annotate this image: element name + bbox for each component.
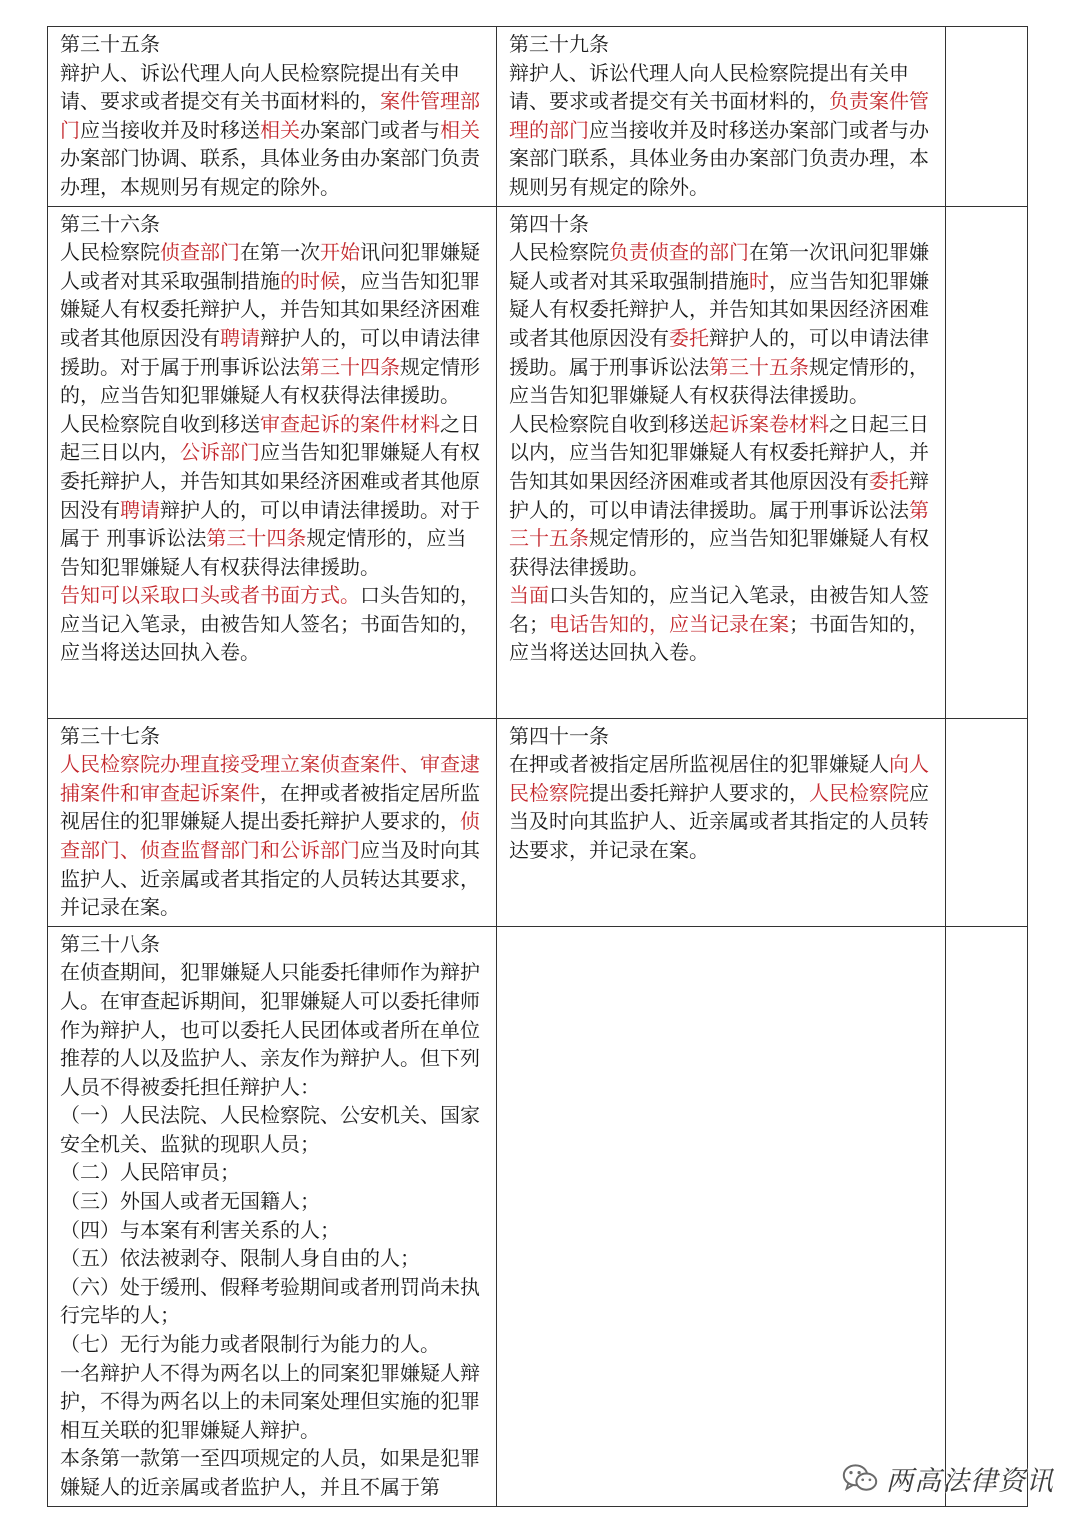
changed-text: 的时候 [280,268,340,293]
text-run: 应当接收并及时移送 [80,117,260,142]
text-run: 规定情形的，应当告知犯罪嫌疑人有权获得法律援助。 [60,354,480,408]
article-heading: 第三十七条 [60,723,160,748]
article-paragraph [60,1187,486,1216]
text-run: 规定情形的，应当告知犯罪嫌疑人有权获得法律援助。 [60,526,467,579]
text-run: （四）与本案有利害关系的人； [60,1217,340,1242]
article-paragraph [60,1244,486,1273]
text-run: 人民检察院自收到移送 [60,411,260,436]
article-paragraph [60,238,486,410]
changed-text: 人民检察院 [809,780,909,805]
text-run: 之日起三日以内， [60,411,480,465]
text-run: 人民检察院 [60,240,160,265]
text-run: 本条第一款第一至四项规定的人员，如果是犯罪嫌疑人的近亲属或者监护人，并且不属于第 [60,1446,480,1499]
text-run: 之日起三日以内，应当告知犯罪嫌疑人有权委托辩护人，并告知其如果因经济困难或者其他原因没有 [509,411,929,493]
text-run: （三）外国人或者无国籍人； [60,1189,320,1214]
changed-text: 第三十五条 [509,497,929,551]
changed-text: 负责案件管理的部门 [509,89,929,142]
wechat-icon [842,1462,878,1494]
changed-text: 电话告知的，应当记录在案 [549,611,789,636]
changed-text: 侦查部门 [160,240,240,265]
comparison-table [47,26,1028,1507]
text-run: （六）处于缓刑、假释考验期间或者刑罚尚未执行完毕的人； [60,1274,480,1328]
article-heading: 第四十条 [509,211,589,236]
article-paragraph [509,750,935,864]
article-paragraph [60,958,486,1101]
text-run: 规定情形的，应当告知犯罪嫌疑人有权获得法律援助。 [509,354,929,408]
article-paragraph [60,59,486,202]
text-run: ，应当告知犯罪嫌疑人有权委托辩护人，并告知其如果经济困难或者其他原因没有 [60,268,480,350]
article-heading: 第四十一条 [509,723,609,748]
changed-text: 相关 [440,117,480,142]
article-paragraph [509,59,935,202]
changed-text: 相关 [260,117,300,142]
changed-text: 侦查部门、侦查监督部门和公诉部门 [60,809,480,862]
new-article-cell [497,718,946,926]
text-run: 辩护人、诉讼代理人向人民检察院提出有关申请、要求或者提交有关书面材料的， [60,60,460,114]
changed-text: 人民检察院办理直接受理立案侦查案件、审查逮捕案件和审查起诉案件 [60,752,480,805]
old-article-cell [48,926,497,1506]
changed-text: 委托 [869,468,909,493]
article-paragraph [509,410,935,582]
text-run: 在第一次讯问犯罪嫌疑人或者对其采取强制措施 [509,240,929,293]
old-article-cell [48,27,497,207]
remark-cell [946,27,1028,207]
changed-text: 委托 [669,325,709,350]
text-run: 辩护人的，可以申请法律援助。属于刑事诉讼法 [509,468,929,522]
text-run: 办案部门或者与 [300,117,440,142]
text-run: （一）人民法院、人民检察院、公安机关、国家安全机关、监狱的现职人员； [60,1103,480,1156]
changed-text: 开始 [320,240,360,265]
remark-cell [946,718,1028,926]
table-row [48,926,1028,1506]
new-article-cell [497,27,946,207]
article-paragraph [60,1330,486,1359]
text-run: 应当及时向其监护人、近亲属或者其指定的人员转达其要求，并记录在案。 [60,837,480,920]
text-run: 规定情形的，应当告知犯罪嫌疑人有权获得法律援助。 [509,526,929,579]
watermark-text: 两高法律资讯 [886,1465,1054,1497]
remark-cell [946,926,1028,1506]
table-row [48,27,1028,207]
changed-text: 当面 [509,583,549,608]
table-row [48,206,1028,718]
text-run: 应当接收并及时移送办案部门或者与办案部门联系，具体业务由办案部门负责办理，本规则另有规定的除外。 [509,117,929,199]
changed-text: 负责侦查的部门 [609,240,749,265]
text-run: （七）无行为能力或者限制行为能力的人。 [60,1332,440,1357]
changed-text: 聘请 [120,497,160,522]
table-row [48,718,1028,926]
text-run: ，在押或者被指定居所监视居住的犯罪嫌疑人提出委托辩护人要求的， [60,780,480,834]
article-paragraph [60,1273,486,1330]
text-run: 辩护人的，可以申请法律援助。对于属于刑事诉讼法 [60,325,480,379]
changed-text: 起诉案卷材料 [709,411,829,436]
article-paragraph [60,410,486,582]
text-run: 在押或者被指定居所监视居住的犯罪嫌疑人 [509,752,889,777]
changed-text: 告知可以采取口头或者书面方式。 [60,583,360,608]
text-run: 在第一次 [240,240,320,265]
watermark [842,1448,1072,1508]
text-run: 口头告知的，应当记入笔录，由被告知人签名； [509,583,929,636]
changed-text: 向人民检察院 [509,752,929,805]
article-heading: 第三十九条 [509,32,609,56]
text-run: 辩护人、诉讼代理人向人民检察院提出有关申请、要求或者提交有关书面材料的， [509,60,909,114]
new-article-cell [497,206,946,718]
text-run: 应当及时向其监护人、近亲属或者其指定的人员转达要求，并记录在案。 [509,780,929,862]
changed-text: 第三十四条 [206,526,307,551]
changed-text: 公诉部门 [180,440,260,465]
remark-cell [946,206,1028,718]
text-run: 人民检察院 [509,240,609,265]
article-paragraph [509,238,935,410]
text-run: 辩护人的，可以申请法律援助。对于属于 刑事诉讼法 [60,497,480,551]
changed-text: 聘请 [220,325,260,350]
text-run: 一名辩护人不得为两名以上的同案犯罪嫌疑人辩护，不得为两名以上的未同案处理但实施的犯罪相互关联的犯罪嫌疑人辩护。 [60,1360,480,1442]
old-article-cell [48,718,497,926]
article-paragraph [60,1444,486,1501]
text-run: （五）依法被剥夺、限制人身自由的人； [60,1246,420,1271]
changed-text: 第三十五条 [709,354,809,379]
changed-text: 案件管理部门 [60,89,480,142]
article-paragraph [60,1158,486,1187]
article-paragraph [60,1101,486,1158]
article-heading: 第三十八条 [60,931,160,956]
article-paragraph [60,581,486,667]
article-paragraph [60,1216,486,1245]
changed-text: 时 [749,268,769,293]
text-run: 口头告知的，应当记入笔录，由被告知人签名；书面告知的，应当将送达回执入卷。 [60,583,480,665]
article-paragraph [60,1359,486,1445]
article-paragraph [509,581,935,667]
text-run: 应当告知犯罪嫌疑人有权委托辩护人，并告知其如果经济困难或者其他原因没有 [60,440,480,522]
text-run: 讯问犯罪嫌疑人或者对其采取强制措施 [60,240,480,293]
text-run: （二）人民陪审员； [60,1160,240,1185]
text-run: 办案部门协调、联系，具体业务由办案部门负责办理，本规则另有规定的除外。 [60,146,480,199]
old-article-cell [48,206,497,718]
text-run: ；书面告知的，应当将送达回执入卷。 [509,611,929,665]
text-run: 提出委托辩护人要求的， [589,780,809,805]
text-run: 在侦查期间，犯罪嫌疑人只能委托律师作为辩护人。在审查起诉期间，犯罪嫌疑人可以委托律师作为辩护人，也可以委托人民团体或者所在单位推荐的人以及监护人、亲友作为辩护人。但下列人员不得被委托担任辩护人： [60,960,480,1099]
text-run: 人民检察院自收到移送 [509,411,709,436]
changed-text: 第三十四条 [300,354,400,379]
article-heading: 第三十六条 [60,211,160,236]
text-run: ，应当告知犯罪嫌疑人有权委托辩护人，并告知其如果因经济困难或者其他原因没有 [509,268,929,350]
text-run: 辩护人的，可以申请法律援助。属于刑事诉讼法 [509,325,929,379]
new-article-cell [497,926,946,1506]
article-paragraph [60,750,486,922]
article-heading: 第三十五条 [60,32,160,56]
changed-text: 审查起诉的案件材料 [260,411,440,436]
